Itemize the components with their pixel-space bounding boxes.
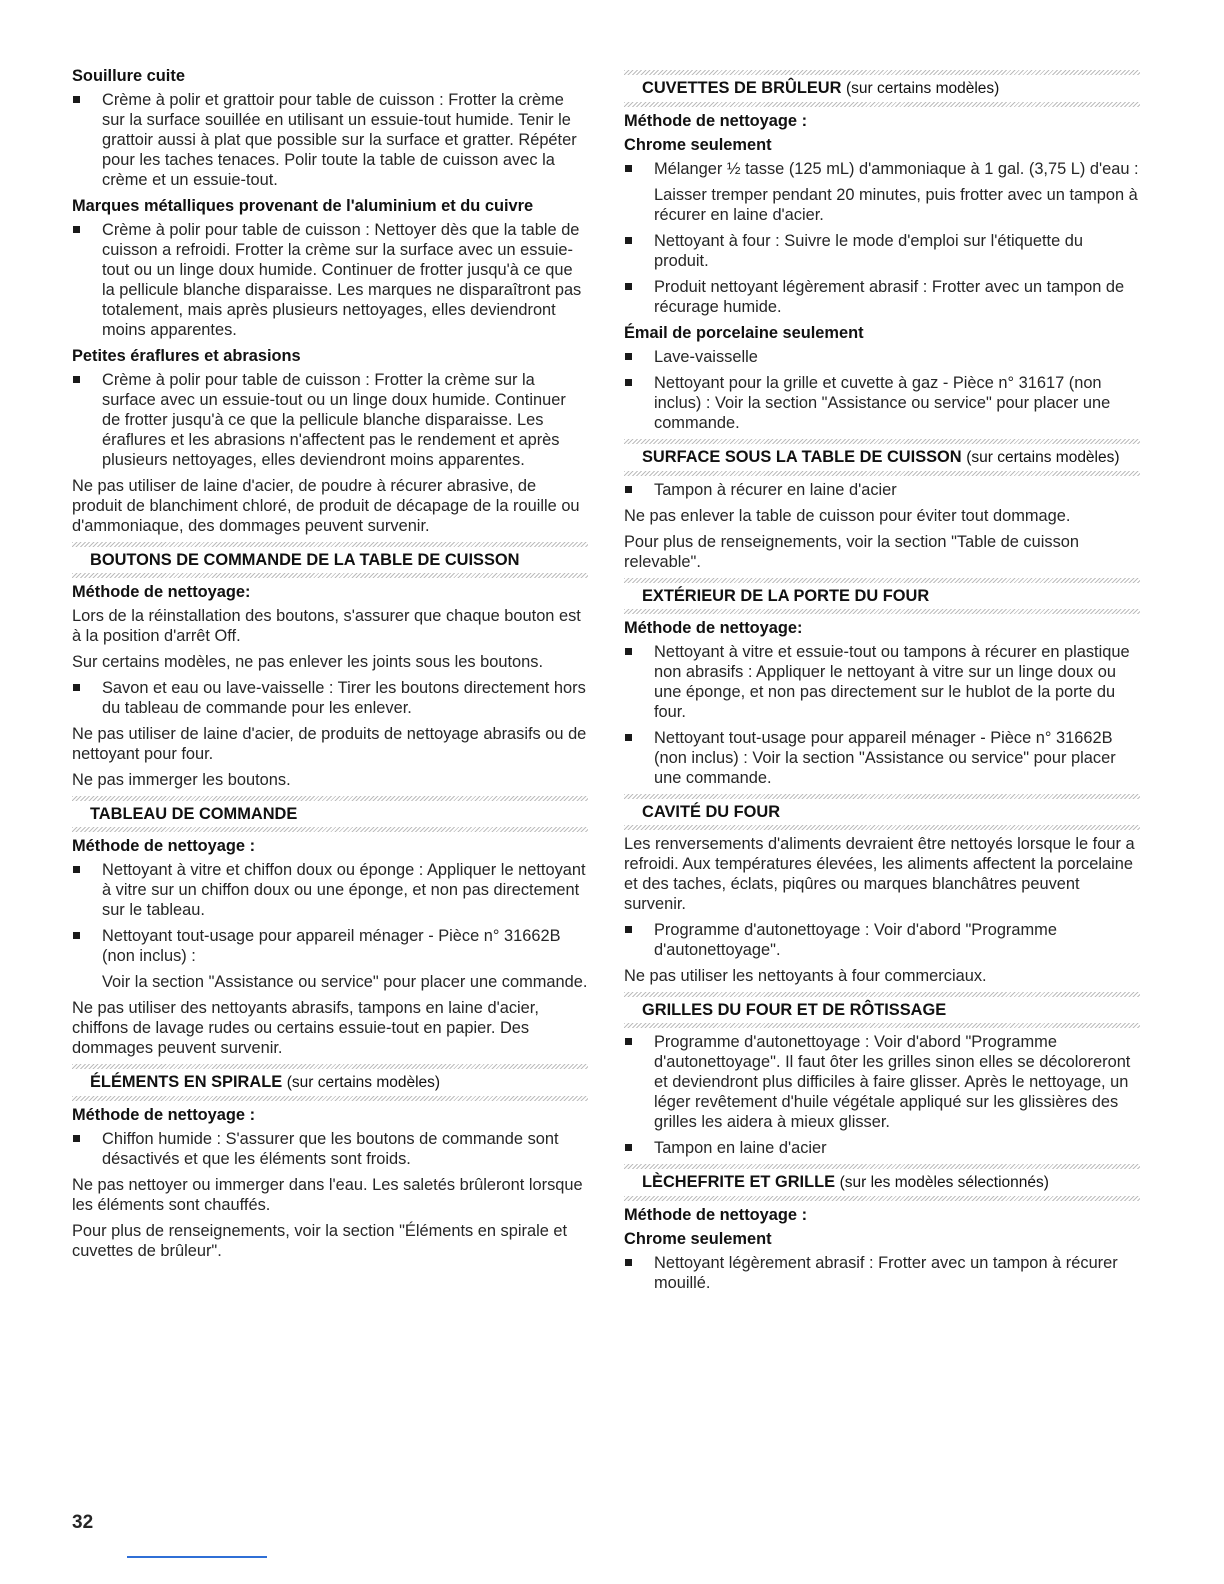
bullet-square-icon (73, 96, 80, 103)
sub-paragraph: Laisser tremper pendant 20 minutes, puis frotter avec un tampon à récurer en laine d'acier. (654, 186, 1138, 224)
hatched-divider (72, 573, 588, 578)
section-cavite-du-four (624, 794, 1140, 830)
paragraph: Ne pas nettoyer ou immerger dans l'eau. Les saletés brûleront lorsque les éléments sont chauffés. (72, 1176, 583, 1214)
bullet-square-icon (625, 926, 632, 933)
paragraph: Sur certains modèles, ne pas enlever les joints sous les boutons. (72, 653, 544, 671)
section-boutons-de-commande (72, 542, 588, 578)
bullet-square-icon (625, 648, 632, 655)
list-item: Produit nettoyant légèrement abrasif : Frotter avec un tampon de récurage humide. (624, 277, 1140, 317)
list-item: Crème à polir pour table de cuisson : Nettoyer dès que la table de cuisson a refroidi. Frotter la crème sur la surface avec un essuie-tout ou un linge doux humide. Continuer de frotter jusqu'à ce que la pellicule blanche disparaisse. Les marques ne disparaîtront pas totalement, mais après plusieurs nettoyages, elles deviendront moins apparentes. (72, 220, 588, 340)
bullet-square-icon (625, 379, 632, 386)
hatched-divider (624, 1023, 1140, 1028)
section-title: TABLEAU DE COMMANDE (90, 805, 298, 823)
heading-marques-metalliques: Marques métalliques provenant de l'aluminium et du cuivre (72, 197, 534, 215)
section-tableau-de-commande (72, 796, 588, 832)
bullet-square-icon (625, 486, 632, 493)
hatched-divider (624, 825, 1140, 830)
heading-souillure-cuite: Souillure cuite (72, 67, 185, 85)
paragraph: Ne pas immerger les boutons. (72, 771, 291, 789)
list-item: Nettoyant pour la grille et cuvette à gaz - Pièce n° 31617 (non inclus) : Voir la section "Assistance ou service" pour placer une commande. (624, 373, 1140, 433)
paragraph: Lors de la réinstallation des boutons, s'assurer que chaque bouton est à la position d'arrêt Off. (72, 607, 581, 645)
list-item: Crème à polir pour table de cuisson : Frotter la crème sur la surface avec un essuie-tout ou un linge doux humide. Continuer de frotter jusqu'à ce que la pellicule blanche disparaisse. Les éraflures et les abrasions n'affectent pas le rendement et après plusieurs nettoyages, elles deviendront moins apparentes. (72, 370, 588, 470)
section-title: CAVITÉ DU FOUR (642, 803, 781, 821)
bullet-square-icon (73, 226, 80, 233)
list-item: Mélanger ½ tasse (125 mL) d'ammoniaque à 1 gal. (3,75 L) d'eau : (624, 159, 1140, 179)
hatched-divider (72, 827, 588, 832)
paragraph: Ne pas utiliser de laine d'acier, de poudre à récurer abrasive, de produit de blanchiment chloré, de produit de décapage de la rouille ou d'ammoniaque, des dommages peuvent survenir. (72, 477, 580, 535)
section-title: CUVETTES DE BRÛLEUR (sur certains modèles) (642, 79, 1000, 97)
method-heading: Méthode de nettoyage: (624, 619, 803, 637)
bullet-square-icon (73, 684, 80, 691)
method-heading: Méthode de nettoyage : (72, 1106, 256, 1124)
bullet-square-icon (625, 1038, 632, 1045)
hatched-divider (624, 1196, 1140, 1201)
bullet-square-icon (625, 1144, 632, 1151)
left-column (72, 62, 588, 1267)
subheading-chrome: Chrome seulement (624, 1230, 772, 1248)
method-heading: Méthode de nettoyage: (72, 583, 251, 601)
list-item: Tampon en laine d'acier (624, 1138, 1140, 1158)
method-heading: Méthode de nettoyage : (72, 837, 256, 855)
section-title: GRILLES DU FOUR ET DE RÔTISSAGE (642, 1001, 947, 1019)
subheading-email: Émail de porcelaine seulement (624, 324, 864, 342)
paragraph: Pour plus de renseignements, voir la section "Table de cuisson relevable". (624, 533, 1079, 571)
list-item: Nettoyant à four : Suivre le mode d'emploi sur l'étiquette du produit. (624, 231, 1140, 271)
section-grilles-du-four (624, 992, 1140, 1028)
list-item: Nettoyant à vitre et essuie-tout ou tampons à récurer en plastique non abrasifs : Appliquer le nettoyant à vitre sur un linge doux ou une éponge, et non pas directement sur le hublot de la porte du four. (624, 642, 1140, 722)
paragraph: Ne pas enlever la table de cuisson pour éviter tout dommage. (624, 507, 1071, 525)
section-elements-en-spirale (72, 1064, 588, 1101)
list-item: Nettoyant tout-usage pour appareil ménager - Pièce n° 31662B (non inclus) : (72, 926, 588, 966)
section-cuvettes-de-bruleur (624, 70, 1140, 107)
page-number: 32 (72, 1512, 94, 1533)
list-item: Programme d'autonettoyage : Voir d'abord "Programme d'autonettoyage". Il faut ôter les grilles sinon elles se décoloreront et deviendront plus difficiles à faire glisser. Après le nettoyage, un léger revêtement d'huile végétale appliqué sur les glissières des grilles les aidera à mieux glisser. (624, 1032, 1140, 1132)
heading-petites-eraflures: Petites éraflures et abrasions (72, 347, 301, 365)
list-item: Chiffon humide : S'assurer que les boutons de commande sont désactivés et que les éléments sont froids. (72, 1129, 588, 1169)
hatched-divider (624, 471, 1140, 476)
list-item: Nettoyant tout-usage pour appareil ménager - Pièce n° 31662B (non inclus) : Voir la section "Assistance ou service" pour placer une commande. (624, 728, 1140, 788)
list-item: Tampon à récurer en laine d'acier (624, 480, 1140, 500)
hatched-divider (624, 102, 1140, 107)
bullet-square-icon (73, 932, 80, 939)
section-exterieur-porte-four (624, 578, 1140, 614)
right-column (624, 70, 1140, 1299)
section-title: EXTÉRIEUR DE LA PORTE DU FOUR (642, 587, 930, 605)
section-title: ÉLÉMENTS EN SPIRALE (sur certains modèles) (90, 1073, 441, 1091)
footer-rule (127, 1556, 267, 1558)
paragraph: Pour plus de renseignements, voir la section "Éléments en spirale et cuvettes de brûleur". (72, 1222, 568, 1260)
bullet-square-icon (625, 734, 632, 741)
list-item: Savon et eau ou lave-vaisselle : Tirer les boutons directement hors du tableau de commande pour les enlever. (72, 678, 588, 718)
list-item: Programme d'autonettoyage : Voir d'abord "Programme d'autonettoyage". (624, 920, 1140, 960)
bullet-square-icon (625, 237, 632, 244)
sub-paragraph: Voir la section "Assistance ou service" pour placer une commande. (102, 973, 588, 991)
section-title: BOUTONS DE COMMANDE DE LA TABLE DE CUISSON (90, 551, 520, 569)
section-surface-sous-table (624, 439, 1140, 476)
subheading-chrome: Chrome seulement (624, 136, 772, 154)
method-heading: Méthode de nettoyage : (624, 112, 808, 130)
bullet-square-icon (73, 1135, 80, 1142)
bullet-square-icon (73, 866, 80, 873)
section-title: SURFACE SOUS LA TABLE DE CUISSON (sur certains modèles) (642, 448, 1120, 466)
list-item: Crème à polir et grattoir pour table de cuisson : Frotter la crème sur la surface souillée en utilisant un essuie-tout humide. Tenir le grattoir aussi à plat que possible sur la surface et gratter. Répéter pour les taches tenaces. Polir toute la table de cuisson avec la crème et un essuie-tout. (72, 90, 588, 190)
hatched-divider (72, 1096, 588, 1101)
paragraph: Ne pas utiliser des nettoyants abrasifs, tampons en laine d'acier, chiffons de lavage rudes ou certains essuie-tout en papier. Des dommages peuvent survenir. (72, 999, 539, 1057)
section-title: LÈCHEFRITE ET GRILLE (sur les modèles sélectionnés) (642, 1173, 1049, 1191)
paragraph: Ne pas utiliser de laine d'acier, de produits de nettoyage abrasifs ou de nettoyant pour four. (72, 725, 587, 763)
hatched-divider (624, 609, 1140, 614)
bullet-square-icon (625, 1259, 632, 1266)
section-lechefrite-et-grille (624, 1164, 1140, 1201)
list-item: Nettoyant légèrement abrasif : Frotter avec un tampon à récurer mouillé. (624, 1253, 1140, 1293)
list-item: Nettoyant à vitre et chiffon doux ou éponge : Appliquer le nettoyant à vitre sur un chiffon doux ou une éponge, et non pas directement sur le tableau. (72, 860, 588, 920)
method-heading: Méthode de nettoyage : (624, 1206, 808, 1224)
bullet-square-icon (625, 165, 632, 172)
paragraph: Les renversements d'aliments devraient être nettoyés lorsque le four a refroidi. Aux températures élevées, les aliments affectent la porcelaine et des taches, éclats, piqûres ou marques blanchâtres peuvent survenir. (624, 835, 1135, 913)
paragraph: Ne pas utiliser les nettoyants à four commerciaux. (624, 967, 987, 985)
list-item: Lave-vaisselle (624, 347, 1140, 367)
bullet-square-icon (625, 283, 632, 290)
bullet-square-icon (625, 353, 632, 360)
bullet-square-icon (73, 376, 80, 383)
